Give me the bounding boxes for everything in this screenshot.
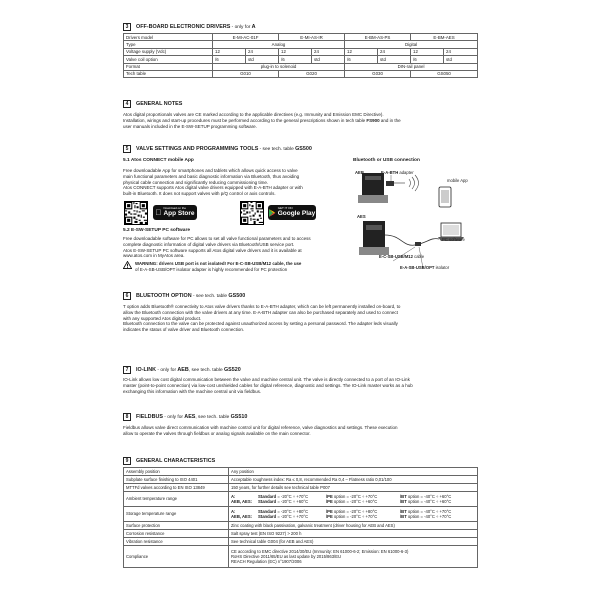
section-number: 4 [123, 100, 131, 108]
section-title: GENERAL NOTES [136, 100, 183, 107]
section-number: 5 [123, 145, 131, 153]
pc-software-label: PC software [442, 237, 465, 242]
bluetooth-option-text: T option adds Bluetooth® connectivity to Atos valve drivers thanks to E-A-BTH adapter, which can be left permanently installed on-board, to allow the Bluetooth connection with the valve drivers at any time. E-A-BTH adapter can also be purchased separately and used to connect with any supported Atos digital product. Bluetooth connection to the valve can be protected against unauthorized access by setting a personal password. The adapter leds visually indicates the status of valve driver and Bluetooth connection. [123, 304, 401, 332]
section-number: 9 [123, 457, 131, 465]
table-row: MTTFd valves according to EN ISO 13849 150 years, for further details see technical table P007 [124, 484, 478, 492]
bth-adapter-shape [386, 181, 394, 186]
diagram-title: Bluetooth or USB connection [353, 158, 420, 163]
table-row: Storage temperature range A: Standard = -20°C ÷ +80°C /PE option = -20°C ÷ +80°C /BT option = -40°C ÷ +70°C AEB, AES: Standard = -20°C ÷ +70°C /PE option = -20°C ÷ +70°C /BT option = -40°C ÷ +70°C [124, 507, 478, 522]
qr-code-icon[interactable] [124, 201, 148, 225]
warning-icon [123, 261, 132, 269]
table-row: Vibration resistance See technical table G004 (for AEB and AES) [124, 538, 478, 546]
table-row: Ambient temperature range A: Standard = -20°C ÷ +70°C /PE option = -20°C ÷ +70°C /BT option = -40°C ÷ +60°C AEB, AES: Standard = -20°C ÷ +60°C /PE option = -20°C ÷ +60°C /BT option = -40°C ÷ +60°C [124, 492, 478, 507]
table-row: Format plug-in to solenoid DIN-rail panel [124, 63, 478, 70]
usb-cable-shape [385, 235, 439, 245]
section-number: 6 [123, 292, 131, 300]
general-characteristics-table [123, 467, 478, 568]
usb-isolator-shape [415, 242, 421, 246]
app-store-badge[interactable]: Download on the App Store [153, 205, 197, 220]
section-6-header [123, 292, 245, 300]
section-title: OFF-BOARD ELECTRONIC DRIVERS - only for A [136, 23, 256, 30]
mobile-app-label: mobile App [447, 178, 468, 183]
aes-label: AES [357, 214, 366, 219]
section-5-header [123, 145, 312, 153]
section-title: GENERAL CHARACTERISTICS [136, 457, 216, 464]
table-row: Corrosion resistance Salt spray test (EN ISO 9227) > 200 h [124, 530, 478, 538]
section-number: 8 [123, 413, 131, 421]
section-title: VALVE SETTINGS AND PROGRAMMING TOOLS - see tech. table GS500 [136, 145, 312, 152]
section-title: FIELDBUS - only for AES, see tech. table GS510 [136, 413, 248, 420]
section-number: 7 [123, 366, 131, 374]
section-8-header [123, 413, 247, 421]
general-notes-text: Atos digital proportionals valves are CE marked according to the applicable directives (e.g. Immunity and Emission EMC Directive). Installation, wirings and start-up procedures must be performed according to the general prescriptions shown in tech table FS900 and in the user manuals included in the E-SW-SETUP programming software. [123, 112, 401, 129]
apple-icon [155, 208, 161, 218]
section-4-header [123, 100, 182, 108]
google-play-badge[interactable]: GET IT ON Google Play [268, 205, 316, 220]
table-row: Tech table G010 G020 G030 GS050 [124, 70, 478, 77]
e-sw-setup-text: Free downloadable software for PC allows to set all valve functional parameters and to access complete diagnostic information of digital valve drivers via Bluetooth/USB service port. Atos E-SW-SETUP PC software supports all Atos digital valve drivers and it is available at www.atos.com in MyAtos area. [123, 236, 311, 259]
section-3-header [123, 23, 256, 31]
table-row: Assembly position Any position [124, 468, 478, 476]
table-row: Surface protection Zinc coating with black passivation, galvanic treatment (driver housing for AEB and AES) [124, 522, 478, 530]
table-row: Subplate surface finishing to ISO 4401 Acceptable roughness index: Ra ≤ 0,8, recommended Ra 0,4 – Flatness ratio 0,01/100 [124, 476, 478, 484]
atos-connect-text: Free downloadable App for smartphones and tablets which allows quick access to valve main functional parameters and basic diagnostic information via Bluetooth, thus avoiding physical cable connection and significantly reducing commissioning time. Atos CONNECT supports Atos digital valve drivers equipped with E-A-BTH adapter or with built-in Bluetooth. It does not support valves with p/Q control or axis controls. [123, 168, 303, 196]
section-number: 3 [123, 23, 131, 31]
usb-warning: WARNING: drivers USB port is not isolated! For E-C-SB-USB/M12 cable, the use of E-A-SB-USB/OPT isolator adapter is highly recommended for PC protection [123, 261, 353, 272]
qr-code-icon[interactable] [240, 201, 264, 225]
table-row: Compliance CE according to EMC directive 2014/30/EU (Immunity: EN 61000-6-2; Emission: EN 61000-6-3) RoHS Directive 2011/65/EU as last update by 2015/863/EU REACH Regulation (EC) n°1907/2006 [124, 546, 478, 568]
drivers-table [123, 33, 478, 78]
aeb-label: AEB [355, 170, 364, 175]
aes-driver-shape [363, 221, 385, 247]
subsection-5-2-title: 5.2 E-SW-SETUP PC software [123, 228, 190, 233]
section-9-header [123, 457, 215, 465]
table-row: Drivers model E-MI-AC-01F E-MI-AS-IR E-BM-AS-PS E-BM-AES [124, 34, 478, 41]
fieldbus-text: Fieldbus allows valve direct communication with machine control unit for digital reference, valve diagnostics and settings. These execution allow to operate the valves through fieldbus or analog signals available on the main connector. [123, 425, 398, 436]
section-title: BLUETOOTH OPTION - see tech. table GS500 [136, 292, 246, 299]
table-row: Type Analog Digital [124, 41, 478, 48]
google-play-icon [269, 209, 276, 217]
isolator-label: E-A-SB-USB/OPT isolator [400, 265, 450, 270]
subsection-5-1-title: 5.1 Atos CONNECT mobile App [123, 158, 194, 163]
section-title: IO-LINK - only for AEB, see tech. table GS520 [136, 366, 241, 373]
usb-cable-label: E-C-SB-USB/M12 cable [379, 254, 425, 259]
table-row: Voltage supply (Vdc) 12 24 12 24 12 24 12 24 [124, 48, 478, 55]
bth-adapter-label: E-A-BTH adapter [381, 170, 414, 175]
aeb-valve-body-shape [358, 195, 388, 203]
table-row: Valve coil option /6 std /6 std /6 std /6 std [124, 56, 478, 63]
io-link-text: IO-Link allows low cost digital communication between the valve and machine central unit. The valve is directly connected to a port of an IO-Link master (point-to-point connection) via low-cost unshielded cables for digital reference, diagnostic and settings. The IO-Link master works as a hub exchanging this information with the machine central unit via fieldbus. [123, 377, 413, 394]
section-7-header [123, 366, 241, 374]
